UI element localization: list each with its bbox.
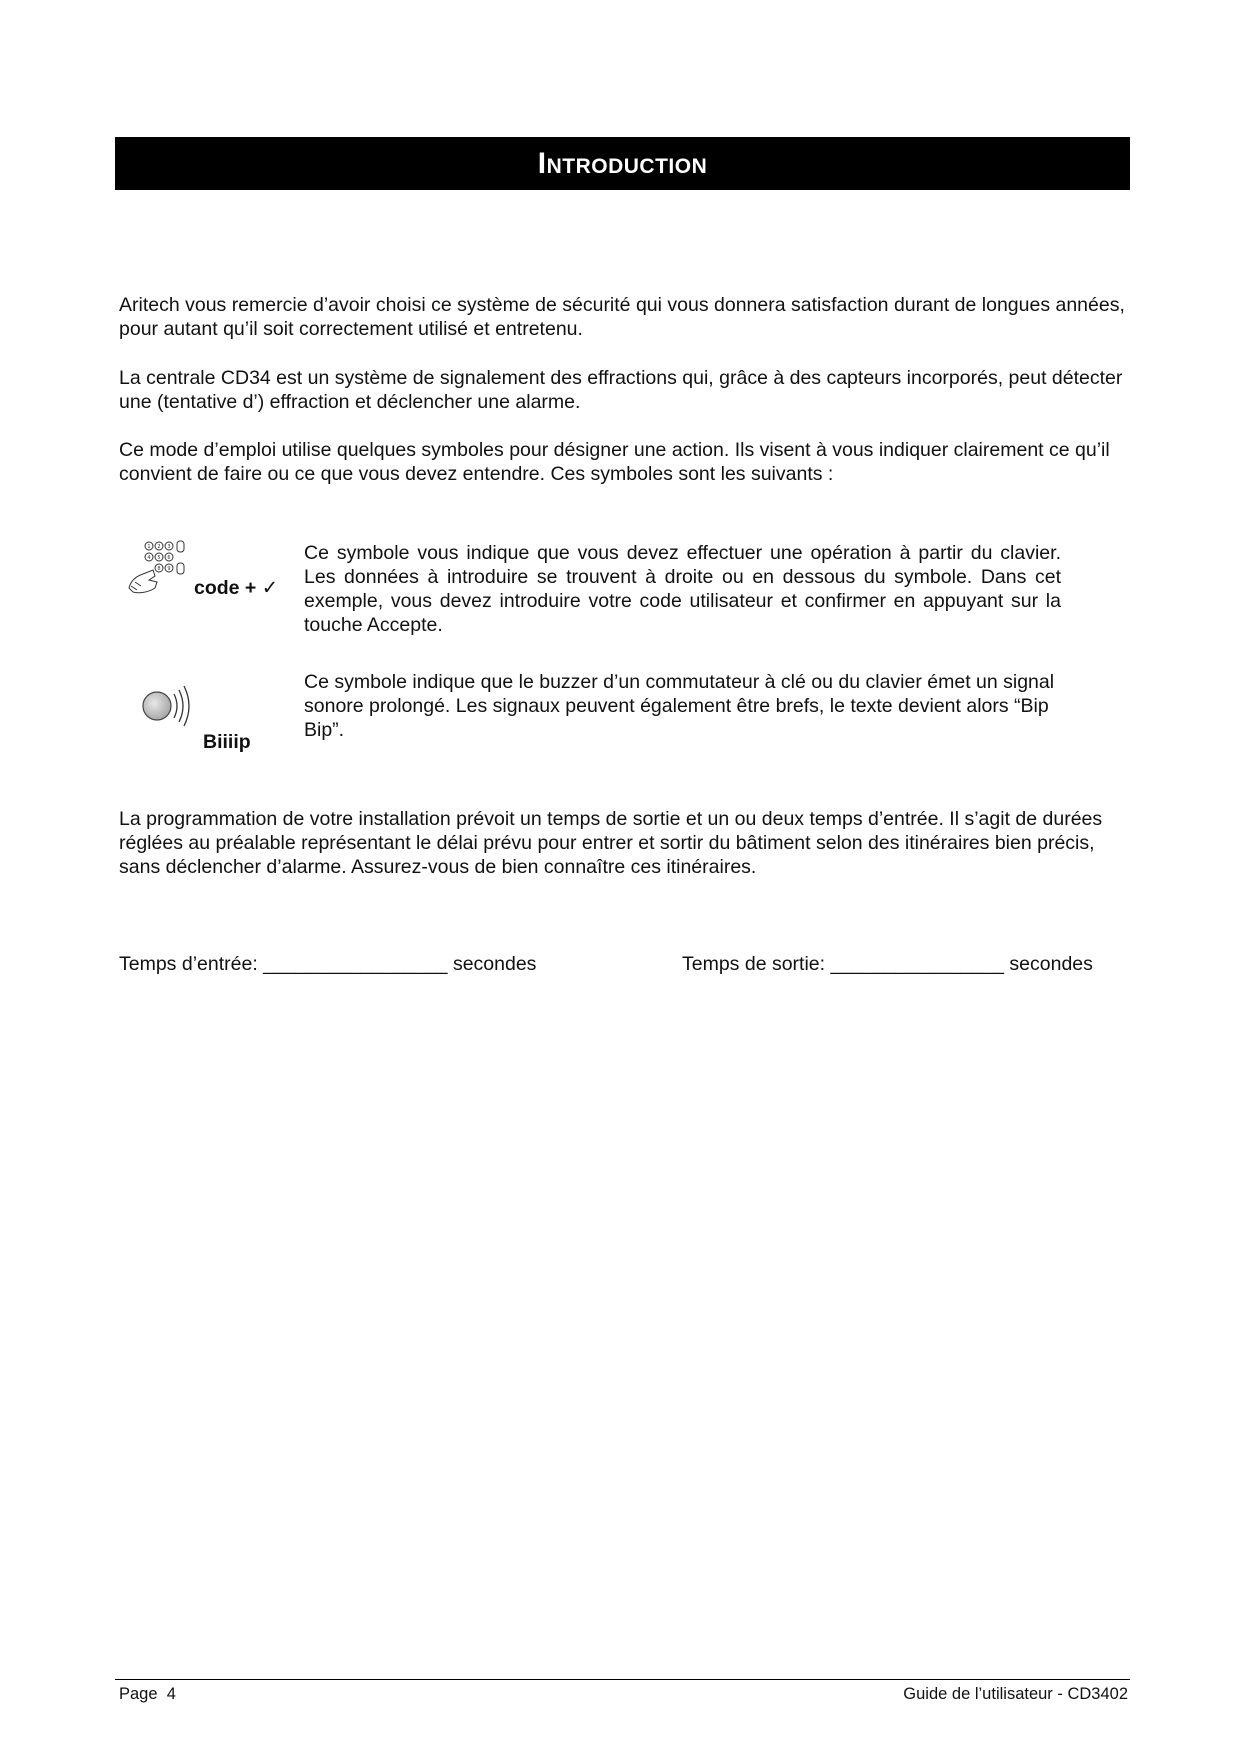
buzzer-sound-icon [140,680,200,730]
svg-text:1: 1 [147,544,151,550]
keypad-symbol-label: code + ✓ [194,577,279,599]
keypad-hand-icon [127,540,189,596]
intro-paragraph-programming: La programmation de votre installation prévoit un temps de sortie et un ou deux temps d’entrée. Il s’agit de durées réglées au préalable représentant le délai prévu pour entrer et sortir du bâtiment selon des itinéraires bien précis, sans déclencher d’alarme. Assurez-vous de bien connaître ces itinéraires. [119,808,1103,878]
entry-time-field: Temps d’entrée: _________________ secondes [119,953,537,975]
svg-text:3: 3 [167,544,171,550]
section-title-bar [115,137,1130,190]
intro-paragraph-thanks: Aritech vous remercie d’avoir choisi ce système de sécurité qui vous donnera satisfaction durant de longues années, pour autant qu’il soit correctement utilisé et entretenu. [119,294,1125,340]
svg-text:6: 6 [167,555,171,561]
intro-paragraph-system: La centrale CD34 est un système de signalement des effractions qui, grâce à des capteurs incorporés, peut détecter une (tentative d’) effraction et déclencher une alarme. [119,367,1123,413]
footer-divider [115,1679,1130,1680]
buzzer-symbol-description: Ce symbole indique que le buzzer d’un commutateur à clé ou du clavier émet un signal sonore prolongé. Les signaux peuvent également être brefs, le texte devient alors “Bip Bip”. [304,671,1055,741]
footer-page-number: Page 4 [119,1685,176,1703]
exit-time-field: Temps de sortie: ________________ secondes [682,953,1093,975]
svg-text:2: 2 [157,544,161,550]
footer-guide-title: Guide de l’utilisateur - CD3402 [903,1685,1128,1703]
keypad-symbol-description: Ce symbole vous indique que vous devez effectuer une opération à partir du clavier. Les données à introduire se trouvent à droite ou en dessous du symbole. Dans cet exemple, vous devez introduire votre code utilisateur et confirmer en appuyant sur la touche Accepte. [304,542,1061,636]
svg-text:8: 8 [157,566,161,572]
page-title: Introduction [537,146,708,180]
intro-paragraph-symbols: Ce mode d’emploi utilise quelques symboles pour désigner une action. Ils visent à vous indiquer clairement ce qu’il convient de faire ou ce que vous devez entendre. Ces symboles sont les suivants : [119,439,1110,485]
svg-text:9: 9 [167,566,171,572]
buzzer-symbol-label: Biiiip [203,731,251,753]
svg-text:4: 4 [147,555,151,561]
svg-text:5: 5 [157,555,161,561]
